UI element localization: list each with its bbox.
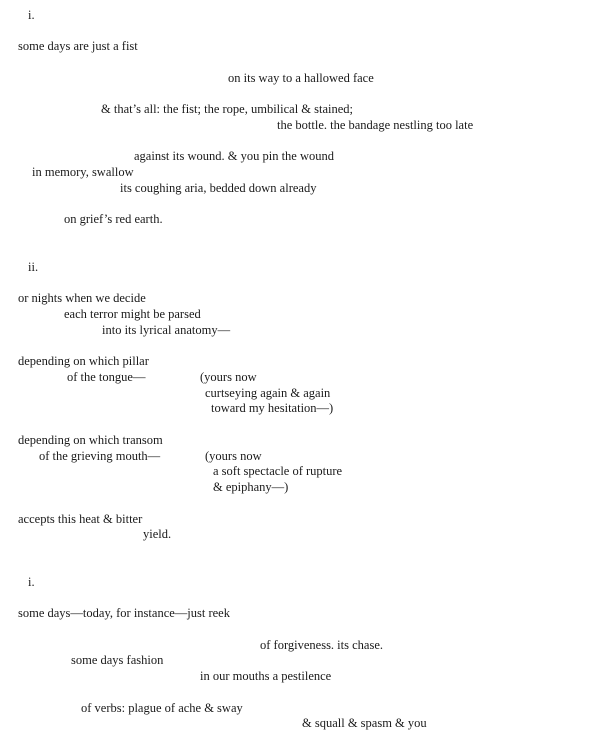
poem-line: of the grieving mouth— [39,449,161,463]
poem-line: of forgiveness. its chase. [260,638,384,652]
poem-line: or nights when we decide [18,291,146,305]
poem-line: depending on which transom [18,433,163,447]
section-heading-i: i. [28,575,35,589]
poem-line: on its way to a hallowed face [228,71,374,85]
poem-line: the bottle. the bandage nestling too late [277,118,474,132]
poem-line: & epiphany—) [213,480,289,494]
poem-line: on grief’s red earth. [64,212,163,226]
poem-line: toward my hesitation—) [211,401,334,415]
poem-line: (yours now [200,370,257,384]
poem-line: (yours now [205,449,262,463]
poem-line: in memory, swallow [32,165,134,179]
poem-line: each terror might be parsed [64,307,201,321]
poem-line: accepts this heat & bitter [18,512,143,526]
poem-line: against its wound. & you pin the wound [134,149,334,163]
poem-line: of the tongue— [67,370,146,384]
poem-line: depending on which pillar [18,354,149,368]
poem-line: its coughing aria, bedded down already [120,181,317,195]
section-heading-ii: ii. [28,260,39,274]
poem-line: yield. [143,527,172,541]
poem-line: curtseying again & again [205,386,331,400]
poem-line: into its lyrical anatomy— [102,323,231,337]
poem-line: in our mouths a pestilence [200,669,332,683]
poem-line: some days—today, for instance—just reek [18,606,230,620]
poem-line: & squall & spasm & you [302,716,427,730]
poem-line: of verbs: plague of ache & sway [81,701,243,715]
poem-line: a soft spectacle of rupture [213,464,343,478]
poem-line: some days fashion [71,653,164,667]
poem-line: & that’s all: the fist; the rope, umbilical & stained; [101,102,354,116]
section-heading-i: i. [28,8,35,22]
poem-line: some days are just a fist [18,39,138,53]
